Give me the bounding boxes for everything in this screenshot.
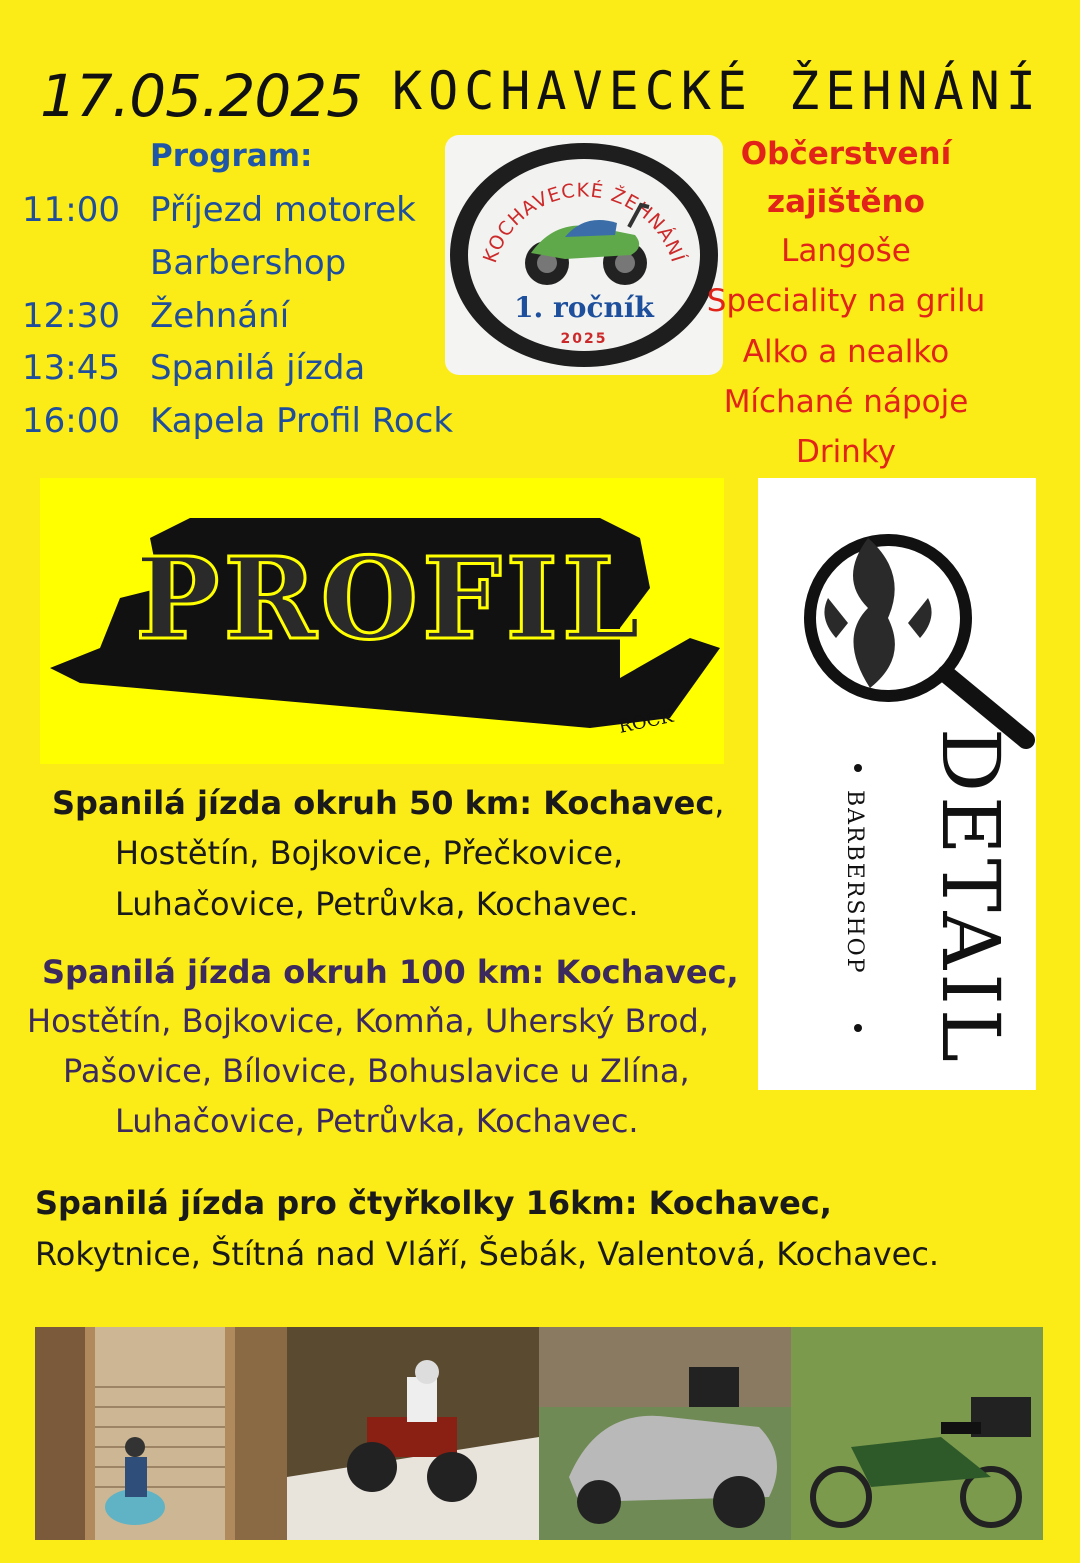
- program-item: [22, 348, 365, 388]
- refresh-item: Drinky: [795, 434, 897, 470]
- program-text: Kapela Profil Rock: [150, 401, 454, 441]
- program-text: Spanilá jízda: [150, 348, 366, 388]
- route-50-lead: [52, 784, 724, 822]
- program-text: Žehnání: [150, 296, 290, 336]
- program-time: 16:00: [22, 401, 120, 441]
- magnifier-mustache-icon: [810, 538, 1026, 740]
- program-time: 13:45: [22, 348, 120, 388]
- route-100-line: Pašovice, Bílovice, Bohuslavice u Zlína,: [63, 1052, 690, 1090]
- detail-logo-subtext: BARBERSHOP: [842, 790, 867, 975]
- program-item: [22, 296, 289, 336]
- emblem-year: 2025: [560, 331, 608, 347]
- route-50-line: Hostětín, Bojkovice, Přečkovice,: [115, 834, 624, 872]
- program-item: [22, 401, 453, 441]
- program-item: [22, 190, 416, 230]
- refresh-item: Míchané nápoje: [723, 384, 969, 420]
- photo-trike: [539, 1327, 791, 1540]
- route-16-line: Rokytnice, Štítná nad Vláří, Šebák, Valentová, Kochavec.: [35, 1235, 940, 1273]
- emblem-graphic: [445, 135, 723, 375]
- route-100-title: Spanilá jízda okruh 100 km: Kochavec,: [42, 953, 739, 991]
- route-50-line: Luhačovice, Petrůvka, Kochavec.: [115, 885, 639, 923]
- program-time: 11:00: [22, 190, 120, 230]
- program-time: 12:30: [22, 296, 120, 336]
- profil-logo-subtext: ROCK: [616, 705, 676, 738]
- emblem-arc-text: KOCHAVECKÉ ŽEHNÁNÍ: [479, 179, 689, 266]
- profil-logo-graphic: [40, 478, 724, 764]
- route-100-line: Hostětín, Bojkovice, Komňa, Uherský Brod,: [27, 1002, 710, 1040]
- emblem-edition: 1. ročník: [514, 291, 654, 324]
- photo-scooter-stairs: [35, 1327, 287, 1540]
- program-heading: Program:: [150, 138, 313, 174]
- route-50-title: Spanilá jízda okruh 50 km: Kochavec: [52, 784, 715, 822]
- detail-barbershop-logo: [758, 478, 1036, 1090]
- refresh-item: Alko a nealko: [742, 334, 950, 370]
- refresh-heading-2: zajištěno: [767, 184, 925, 220]
- program-item: [22, 243, 346, 283]
- program-text: Barbershop: [150, 243, 347, 283]
- profil-logo-text: PROFIL: [135, 534, 645, 665]
- route-100-line: Luhačovice, Petrůvka, Kochavec.: [115, 1102, 639, 1140]
- route-16-title: Spanilá jízda pro čtyřkolky 16km: Kochavec,: [35, 1184, 832, 1222]
- event-title: KOCHAVECKÉ ŽEHNÁNÍ: [392, 60, 1042, 122]
- event-emblem: [445, 135, 723, 375]
- detail-logo-graphic: [758, 478, 1036, 1090]
- refresh-item: Langoše: [781, 233, 911, 269]
- program-text: Příjezd motorek: [150, 190, 416, 230]
- event-date: 17.05.2025: [40, 62, 363, 130]
- refresh-item: Speciality na grilu: [706, 283, 986, 319]
- refresh-heading-1: Občerstvení: [740, 136, 952, 172]
- detail-logo-text: DETAIL: [924, 728, 1017, 1067]
- photo-atv: [287, 1327, 539, 1540]
- photo-moped: [791, 1327, 1043, 1540]
- route-50-comma: ,: [714, 784, 725, 822]
- profil-rock-logo: [40, 478, 724, 764]
- photo-strip: [35, 1327, 1043, 1540]
